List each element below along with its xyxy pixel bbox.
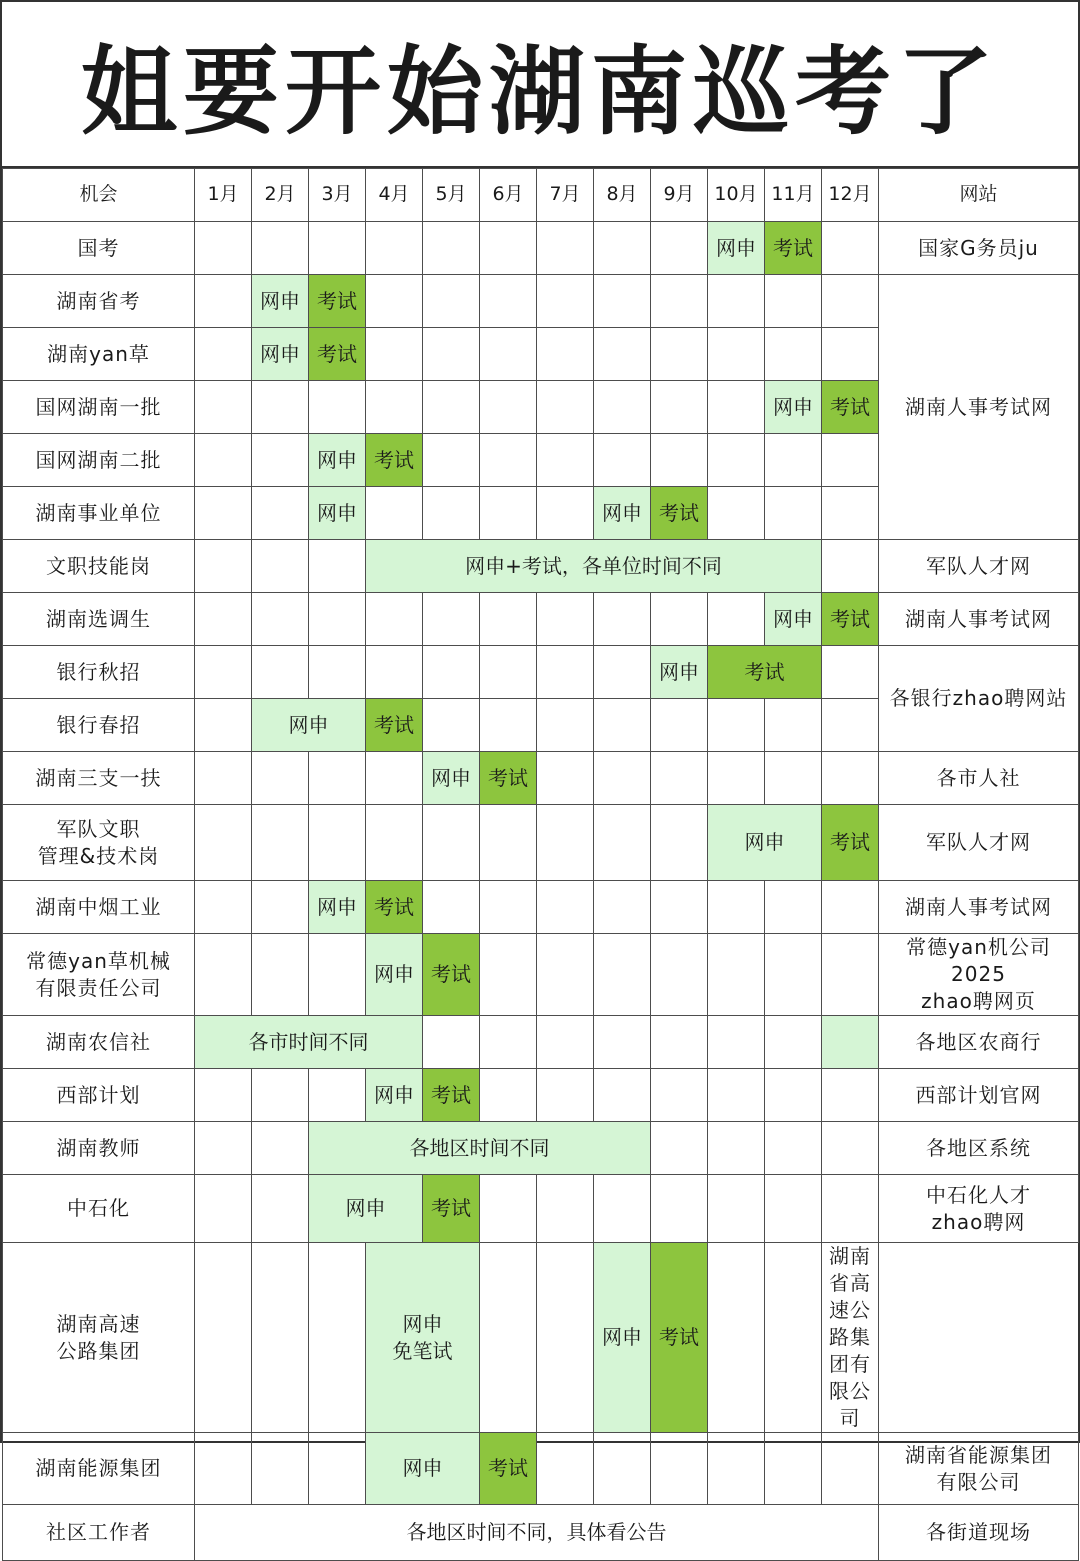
header-website: 网站 (879, 169, 1079, 222)
apply-line: 网申 (402, 1311, 443, 1336)
row-website (879, 1433, 1079, 1505)
table-row (3, 1175, 1079, 1243)
header-month: 5月 (423, 169, 480, 222)
row-name: 银行春招 (3, 699, 195, 752)
apply-cell: 网申 (708, 222, 765, 275)
apply-line: 免笔试 (392, 1338, 453, 1363)
page-title: 姐要开始湖南巡考了 (2, 2, 1078, 168)
table-row (3, 222, 1079, 275)
apply-cell: 网申 (366, 1069, 423, 1122)
row-name: 湖南农信社 (3, 1016, 195, 1069)
span-cell: 各地区时间不同 (309, 1122, 651, 1175)
apply-cell: 网申 (252, 328, 309, 381)
row-name: 湖南yan草 (3, 328, 195, 381)
row-name-line: 管理&技术岗 (37, 843, 160, 868)
header-month: 6月 (480, 169, 537, 222)
apply-cell: 网申 (765, 381, 822, 434)
row-name: 国网湖南一批 (3, 381, 195, 434)
exam-cell: 考试 (423, 1069, 480, 1122)
row-website: 各地区农商行 (879, 1016, 1079, 1069)
exam-cell: 考试 (366, 881, 423, 934)
header-month: 3月 (309, 169, 366, 222)
header-month: 12月 (822, 169, 879, 222)
row-name-line: 有限责任公司 (35, 975, 162, 1000)
row-name: 国网湖南二批 (3, 434, 195, 487)
header-month: 9月 (651, 169, 708, 222)
row-website-line: 中石化人才 (926, 1182, 1031, 1207)
row-name: 湖南省考 (3, 275, 195, 328)
table-row (3, 540, 1079, 593)
header-month: 7月 (537, 169, 594, 222)
row-website (822, 1243, 879, 1433)
row-name: 湖南选调生 (3, 593, 195, 646)
row-website-line: 湖南省高速公路集 (829, 1244, 871, 1349)
exam-cell: 考试 (309, 328, 366, 381)
row-name-line: 湖南高速 (56, 1311, 141, 1336)
row-website (879, 1175, 1079, 1243)
apply-cell: 网申 (423, 752, 480, 805)
row-name: 银行秋招 (3, 646, 195, 699)
row-name (3, 1243, 195, 1433)
apply-cell: 网申 (309, 881, 366, 934)
header-month: 8月 (594, 169, 651, 222)
table-row (3, 1243, 1079, 1433)
row-website: 军队人才网 (879, 540, 1079, 593)
row-website-line: 团有限公司 (829, 1352, 871, 1430)
apply-cell: 网申 (309, 1175, 423, 1243)
schedule-table (2, 168, 1079, 1561)
header-month: 1月 (195, 169, 252, 222)
row-name-line: 公路集团 (56, 1338, 141, 1363)
row-name-line: 常德yan草机械 (26, 948, 171, 973)
apply-cell: 网申 (594, 1243, 651, 1433)
table-row (3, 646, 1079, 699)
row-website: 西部计划官网 (879, 1069, 1079, 1122)
apply-cell (366, 1243, 480, 1433)
row-website: 国家G务员ju (879, 222, 1079, 275)
row-name: 湖南教师 (3, 1122, 195, 1175)
row-name: 湖南中烟工业 (3, 881, 195, 934)
row-website-line: 湖南省能源集团 (905, 1442, 1052, 1467)
row-name: 中石化 (3, 1175, 195, 1243)
table-row (3, 752, 1079, 805)
row-website: 军队人才网 (879, 805, 1079, 881)
apply-cell: 网申 (708, 805, 822, 881)
apply-cell: 网申 (309, 434, 366, 487)
exam-cell: 考试 (309, 275, 366, 328)
exam-cell: 考试 (651, 1243, 708, 1433)
exam-cell: 考试 (708, 646, 822, 699)
green-cell (822, 1016, 879, 1069)
row-website: 各地区系统 (879, 1122, 1079, 1175)
span-cell: 网申+考试，各单位时间不同 (366, 540, 822, 593)
row-name: 国考 (3, 222, 195, 275)
row-website (879, 934, 1079, 1016)
apply-cell: 网申 (309, 487, 366, 540)
row-name-line: 军队文职 (56, 816, 141, 841)
row-website: 湖南人事考试网 (879, 593, 1079, 646)
apply-cell: 网申 (765, 593, 822, 646)
table-row (3, 1505, 1079, 1561)
table-row (3, 805, 1079, 881)
exam-cell: 考试 (423, 934, 480, 1016)
exam-cell: 考试 (366, 699, 423, 752)
header-month: 10月 (708, 169, 765, 222)
header-month: 4月 (366, 169, 423, 222)
header-month: 2月 (252, 169, 309, 222)
row-name (3, 934, 195, 1016)
exam-cell: 考试 (822, 381, 879, 434)
row-name: 湖南三支一扶 (3, 752, 195, 805)
header-row (3, 169, 1079, 222)
row-name: 西部计划 (3, 1069, 195, 1122)
row-website: 各街道现场 (879, 1505, 1079, 1561)
span-cell: 各地区时间不同，具体看公告 (195, 1505, 879, 1561)
row-website-line: zhao聘网 (931, 1209, 1026, 1234)
apply-cell: 网申 (252, 275, 309, 328)
apply-cell: 网申 (594, 487, 651, 540)
exam-cell: 考试 (765, 222, 822, 275)
span-cell: 各市时间不同 (195, 1016, 423, 1069)
row-website: 各银行zhao聘网站 (879, 646, 1079, 752)
apply-cell: 网申 (651, 646, 708, 699)
row-website: 各市人社 (879, 752, 1079, 805)
row-website-line: zhao聘网页 (921, 989, 1036, 1013)
exam-cell: 考试 (822, 805, 879, 881)
apply-cell: 网申 (366, 934, 423, 1016)
header-month: 11月 (765, 169, 822, 222)
row-name: 社区工作者 (3, 1505, 195, 1561)
exam-cell: 考试 (480, 1433, 537, 1505)
table-row (3, 275, 1079, 328)
row-name: 文职技能岗 (3, 540, 195, 593)
exam-cell: 考试 (480, 752, 537, 805)
header-opportunity: 机会 (3, 169, 195, 222)
row-website-line: 有限公司 (936, 1469, 1021, 1494)
exam-cell: 考试 (423, 1175, 480, 1243)
apply-cell: 网申 (366, 1433, 480, 1505)
table-row (3, 1433, 1079, 1505)
exam-cell: 考试 (366, 434, 423, 487)
apply-cell: 网申 (252, 699, 366, 752)
row-website-line: 常德yan机公司2025 (906, 935, 1051, 986)
table-row (3, 934, 1079, 1016)
table-row (3, 593, 1079, 646)
exam-cell: 考试 (651, 487, 708, 540)
table-row (3, 1016, 1079, 1069)
row-website: 湖南人事考试网 (879, 275, 1079, 540)
row-name (3, 805, 195, 881)
table-row (3, 881, 1079, 934)
row-name: 湖南事业单位 (3, 487, 195, 540)
exam-cell: 考试 (822, 593, 879, 646)
row-name: 湖南能源集团 (3, 1433, 195, 1505)
table-row (3, 1069, 1079, 1122)
row-website: 湖南人事考试网 (879, 881, 1079, 934)
table-row (3, 1122, 1079, 1175)
